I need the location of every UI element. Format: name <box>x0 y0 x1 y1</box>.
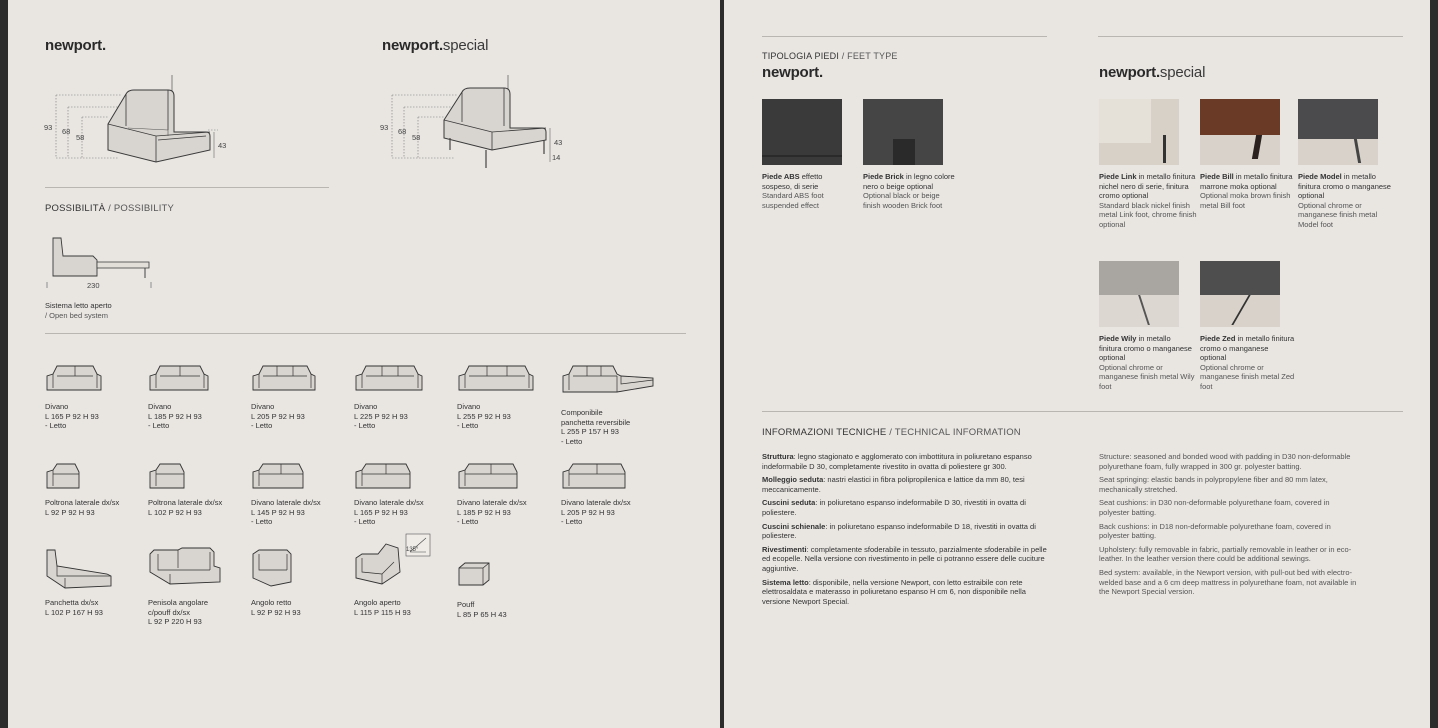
module-caption: Divano L 205 P 92 H 93 - Letto <box>251 402 305 431</box>
module-sofa-205 <box>251 362 351 431</box>
module-sofa-255 <box>457 362 557 431</box>
svg-text:230: 230 <box>87 281 100 290</box>
divider-line <box>45 187 329 188</box>
module-sofa-185 <box>148 362 248 431</box>
possibility-header: POSSIBILITÀ / POSSIBILITY <box>45 203 175 214</box>
foot-brick-caption: Piede Brick in legno colore nero o beige optional Optional black or beige finish wooden Brick foot <box>863 172 955 210</box>
armchair-drawing <box>38 70 238 180</box>
module-caption: Pouff L 85 P 65 H 43 <box>457 600 507 619</box>
right-page <box>724 0 1430 728</box>
foot-zed-caption: Piede Zed in metallo finitura cromo o manganese optional Optional chrome or manganese finish metal Zed foot <box>1200 334 1295 391</box>
svg-text:93: 93 <box>380 123 389 132</box>
module-side-sofa-205 <box>561 460 661 527</box>
svg-text:68: 68 <box>398 127 407 136</box>
svg-text:68: 68 <box>62 127 71 136</box>
foot-abs-caption: Piede ABS effetto sospeso, di serie Standard ABS foot suspended effect <box>762 172 824 210</box>
module-sofa-165 <box>45 362 145 431</box>
foot-model-caption: Piede Model in metallo finitura cromo o manganese optional Optional chrome or manganese finish metal Model foot <box>1298 172 1391 229</box>
foot-link-caption: Piede Link in metallo finitura nichel nero di serie, finitura cromo optional Standard black nickel finish metal Link foot, chrome finish optional <box>1099 172 1197 229</box>
module-modular-bench <box>561 362 671 446</box>
foot-brick-photo <box>863 99 943 165</box>
module-right-corner <box>251 546 351 617</box>
module-corner-peninsula <box>148 546 248 627</box>
module-caption: Divano laterale dx/sx L 185 P 92 H 93 - Letto <box>457 498 527 527</box>
module-sofa-225 <box>354 362 454 431</box>
foot-abs-photo <box>762 99 842 165</box>
title-newport-special: newport.special <box>382 37 489 54</box>
module-caption: Poltrona laterale dx/sx L 92 P 92 H 93 <box>45 498 120 517</box>
divider-line <box>762 36 1047 37</box>
module-side-sofa-165 <box>354 460 454 527</box>
module-bench <box>45 546 145 617</box>
svg-text:43: 43 <box>554 138 563 147</box>
module-caption: Divano L 255 P 92 H 93 - Letto <box>457 402 511 431</box>
special-armchair-drawing <box>374 70 584 180</box>
module-pouf <box>457 560 557 619</box>
foot-link-photo <box>1099 99 1179 165</box>
bed-caption: Sistema letto aperto / Open bed system <box>45 301 112 320</box>
module-caption: Divano laterale dx/sx L 165 P 92 H 93 - Letto <box>354 498 424 527</box>
module-caption: Divano laterale dx/sx L 205 P 92 H 93 - Letto <box>561 498 631 527</box>
svg-text:58: 58 <box>76 133 85 142</box>
feet-type-header: TIPOLOGIA PIEDI / FEET TYPE <box>762 51 898 61</box>
technical-info-english: Structure: seasoned and bonded wood with padding in D30 non-deformable polyurethane foam, fully wrapped in 300 gr. polyester batting. Seat springing: elastic bands in polypropylene fiber and 80 mm latex, mechanically stretched. Seat cushions: in D30 non-deformable polyurethane foam, covered in polyester batting. Back cushions: in D18 non-deformable polyurethane foam, covered in polyester batting. Upholstery: fully removable in fabric, partially removable in leather or in eco-leather. In the leather version there could be additional sewings. Bed system: available, in the Newport version, with pull-out bed with electro-welded base and a 6 cm deep mattress in polyurethane foam, not available in the Newport Special version. <box>1099 452 1357 597</box>
module-caption: Componibile panchetta reversibile L 255 P 157 H 93 - Letto <box>561 408 631 446</box>
module-open-corner <box>354 532 454 617</box>
feet-brand-newport: newport. <box>762 64 823 81</box>
foot-bill-photo <box>1200 99 1280 165</box>
foot-bill-caption: Piede Bill in metallo finitura marrone moka optional Optional moka brown finish metal Bill foot <box>1200 172 1293 210</box>
foot-model-photo <box>1298 99 1378 165</box>
divider-line <box>762 411 1403 412</box>
svg-text:93: 93 <box>44 123 53 132</box>
bed-system-drawing <box>45 232 165 294</box>
module-caption: Divano L 165 P 92 H 93 - Letto <box>45 402 99 431</box>
foot-wily-photo <box>1099 261 1179 327</box>
module-caption: Angolo aperto L 115 P 115 H 93 <box>354 598 411 617</box>
module-armchair-102 <box>148 460 248 517</box>
module-side-sofa-185 <box>457 460 557 527</box>
svg-text:58: 58 <box>412 133 421 142</box>
foot-wily-caption: Piede Wily in metallo finitura cromo o manganese optional Optional chrome or manganese finish metal Wily foot <box>1099 334 1195 391</box>
module-caption: Panchetta dx/sx L 102 P 167 H 93 <box>45 598 103 617</box>
technical-info-header: INFORMAZIONI TECNICHE / TECHNICAL INFORMATION <box>762 427 1021 438</box>
module-caption: Divano laterale dx/sx L 145 P 92 H 93 - Letto <box>251 498 321 527</box>
module-caption: Poltrona laterale dx/sx L 102 P 92 H 93 <box>148 498 223 517</box>
module-side-sofa-145 <box>251 460 351 527</box>
title-newport: newport. <box>45 37 106 54</box>
divider-line <box>45 333 686 334</box>
feet-brand-special: newport.special <box>1099 64 1206 81</box>
module-caption: Divano L 185 P 92 H 93 - Letto <box>148 402 202 431</box>
module-armchair-92 <box>45 460 145 517</box>
svg-text:135°: 135° <box>406 547 419 553</box>
left-page <box>8 0 720 728</box>
divider-line <box>1098 36 1403 37</box>
module-caption: Penisola angolare c/pouff dx/sx L 92 P 220 H 93 <box>148 598 209 627</box>
foot-zed-photo <box>1200 261 1280 327</box>
module-caption: Angolo retto L 92 P 92 H 93 <box>251 598 301 617</box>
module-caption: Divano L 225 P 92 H 93 - Letto <box>354 402 408 431</box>
technical-info-italian: Struttura: legno stagionato e agglomerato con imbottitura in poliuretano espanso indeformabile D 30, completamente rivestito in ovatta di poliestere gr 300. Molleggio seduta: nastri elastici in fibra polipropilenica e lattice da mm 80, tesi meccanicamente. Cuscini seduta: in poliuretano espanso indeformabile D 30, rivestiti in ovatta di poliestere. Cuscini schienale: in poliuretano espanso indeformabile D 18, rivestiti in ovatta di poliestere. Rivestimenti: completamente sfoderabile in tessuto, parzialmente sfoderabile in pelle ed ecopelle. Nella versione con rivestimento in pelle ci potranno essere delle cuciture aggiuntive. Sistema letto: disponibile, nella versione Newport, con letto estraibile con rete elettrosaldata e materasso in poliuretano espanso H cm 6, non disponibile nella versione Newport Special. <box>762 452 1047 606</box>
svg-text:14: 14 <box>552 153 561 162</box>
svg-text:43: 43 <box>218 141 227 150</box>
